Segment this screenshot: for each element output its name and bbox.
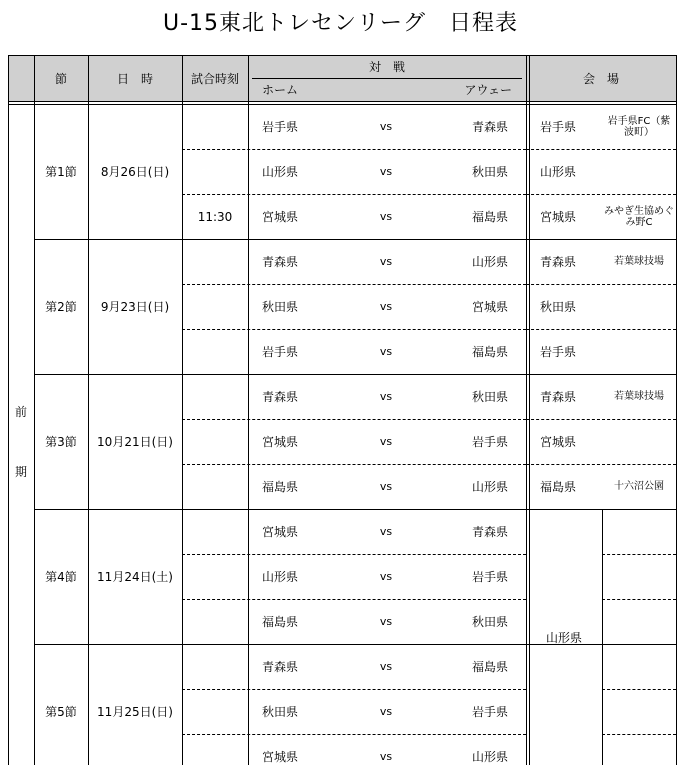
match-time: 11:30 bbox=[197, 209, 233, 224]
round-date: 10月21日(日) bbox=[97, 435, 173, 449]
vs-label: vs bbox=[379, 345, 393, 358]
away-team: 秋田県 bbox=[471, 165, 508, 179]
away-team: 岩手県 bbox=[471, 570, 508, 584]
home-team: 山形県 bbox=[262, 165, 299, 179]
vs-label: vs bbox=[379, 705, 393, 718]
away-team: 宮城県 bbox=[471, 300, 508, 314]
match-time bbox=[182, 419, 248, 464]
home-team: 青森県 bbox=[262, 660, 299, 674]
vs-label: vs bbox=[379, 255, 393, 268]
home-team: 青森県 bbox=[262, 390, 299, 404]
home-team: 宮城県 bbox=[262, 750, 299, 764]
away-team: 秋田県 bbox=[471, 390, 508, 404]
shared-venue: 山形県 bbox=[545, 630, 582, 645]
venue-prefecture: 秋田県 bbox=[540, 300, 577, 314]
round-label: 第3節 bbox=[45, 435, 77, 449]
header-taisen: 対 戦 bbox=[368, 60, 405, 74]
round-label: 第2節 bbox=[45, 300, 77, 314]
grid-line-vertical bbox=[526, 55, 527, 765]
grid-line-vertical bbox=[248, 55, 249, 765]
home-team: 岩手県 bbox=[262, 345, 299, 359]
away-team: 福島県 bbox=[471, 210, 508, 224]
venue-divider bbox=[602, 689, 676, 690]
home-team: 岩手県 bbox=[262, 120, 299, 134]
vs-label: vs bbox=[379, 390, 393, 403]
match-time bbox=[182, 689, 248, 734]
grid-line-vertical bbox=[88, 55, 89, 765]
header-setsu: 節 bbox=[54, 71, 67, 86]
venue-detail: 若葉球技場 bbox=[614, 391, 664, 402]
round-divider bbox=[602, 644, 676, 645]
venue-prefecture: 岩手県 bbox=[540, 120, 577, 134]
venue-divider bbox=[602, 554, 676, 555]
match-time bbox=[182, 599, 248, 644]
header-shiai-jikoku: 試合時刻 bbox=[190, 71, 239, 86]
venue-detail: 若葉球技場 bbox=[614, 256, 664, 267]
grid-line-vertical bbox=[182, 55, 183, 765]
round-date: 11月24日(土) bbox=[97, 570, 173, 584]
venue-detail: 岩手県FC（紫波町） bbox=[607, 115, 671, 138]
away-team: 秋田県 bbox=[471, 615, 508, 629]
venue-prefecture: 岩手県 bbox=[540, 345, 577, 359]
away-team: 岩手県 bbox=[471, 705, 508, 719]
match-time bbox=[182, 644, 248, 689]
round-date: 8月26日(日) bbox=[100, 165, 170, 179]
vs-label: vs bbox=[379, 435, 393, 448]
table-top-border bbox=[8, 55, 676, 56]
venue-divider bbox=[602, 734, 676, 735]
vs-label: vs bbox=[379, 570, 393, 583]
header-home: ホーム bbox=[262, 83, 299, 97]
vs-label: vs bbox=[379, 660, 393, 673]
venue-prefecture: 青森県 bbox=[540, 390, 577, 404]
home-team: 秋田県 bbox=[262, 300, 299, 314]
vs-label: vs bbox=[379, 750, 393, 763]
match-time bbox=[182, 464, 248, 509]
home-team: 山形県 bbox=[262, 570, 299, 584]
away-team: 福島県 bbox=[471, 345, 508, 359]
vs-label: vs bbox=[379, 210, 393, 223]
away-team: 山形県 bbox=[471, 255, 508, 269]
grid-line-vertical bbox=[602, 509, 603, 765]
home-team: 宮城県 bbox=[262, 525, 299, 539]
header-nichiji: 日 時 bbox=[116, 71, 153, 86]
away-team: 山形県 bbox=[471, 480, 508, 494]
home-team: 福島県 bbox=[262, 615, 299, 629]
header-bottom-border bbox=[8, 101, 676, 102]
vs-label: vs bbox=[379, 615, 393, 628]
round-label: 第4節 bbox=[45, 570, 77, 584]
period-label-first: 前 bbox=[14, 404, 27, 419]
venue-prefecture: 青森県 bbox=[540, 255, 577, 269]
match-time bbox=[182, 149, 248, 194]
away-team: 青森県 bbox=[471, 120, 508, 134]
table-right-border bbox=[676, 55, 677, 765]
home-team: 秋田県 bbox=[262, 705, 299, 719]
venue-detail: 十六沼公園 bbox=[614, 481, 664, 492]
match-time bbox=[182, 239, 248, 284]
round-label: 第5節 bbox=[45, 705, 77, 719]
venue-divider bbox=[602, 599, 676, 600]
match-time bbox=[182, 554, 248, 599]
round-date: 9月23日(日) bbox=[100, 300, 170, 314]
match-time bbox=[182, 104, 248, 149]
header-away: アウェー bbox=[464, 83, 512, 97]
match-time bbox=[182, 284, 248, 329]
venue-prefecture: 福島県 bbox=[540, 480, 577, 494]
grid-line-vertical bbox=[34, 55, 35, 765]
away-team: 岩手県 bbox=[471, 435, 508, 449]
period-label-second: 期 bbox=[14, 464, 27, 479]
match-time bbox=[182, 374, 248, 419]
venue-prefecture: 山形県 bbox=[540, 165, 577, 179]
match-time bbox=[182, 734, 248, 779]
header-kaijo: 会 場 bbox=[582, 71, 619, 86]
away-team: 青森県 bbox=[471, 525, 508, 539]
vs-label: vs bbox=[379, 165, 393, 178]
home-team: 宮城県 bbox=[262, 210, 299, 224]
vs-label: vs bbox=[379, 300, 393, 313]
match-time bbox=[182, 509, 248, 554]
home-team: 宮城県 bbox=[262, 435, 299, 449]
vs-label: vs bbox=[379, 120, 393, 133]
table-left-border bbox=[8, 55, 9, 765]
match-time bbox=[182, 329, 248, 374]
venue-prefecture: 宮城県 bbox=[540, 210, 577, 224]
home-team: 福島県 bbox=[262, 480, 299, 494]
venue-prefecture: 宮城県 bbox=[540, 435, 577, 449]
header-sub-divider bbox=[252, 78, 522, 79]
away-team: 福島県 bbox=[471, 660, 508, 674]
home-team: 青森県 bbox=[262, 255, 299, 269]
page-title: U-15東北トレセンリーグ 日程表 bbox=[162, 11, 519, 36]
round-date: 11月25日(日) bbox=[97, 705, 173, 719]
away-team: 山形県 bbox=[471, 750, 508, 764]
vs-label: vs bbox=[379, 525, 393, 538]
venue-detail: みやぎ生協めぐみ野C bbox=[604, 205, 674, 228]
round-label: 第1節 bbox=[45, 165, 77, 179]
grid-line-vertical-double bbox=[529, 55, 530, 765]
vs-label: vs bbox=[379, 480, 393, 493]
